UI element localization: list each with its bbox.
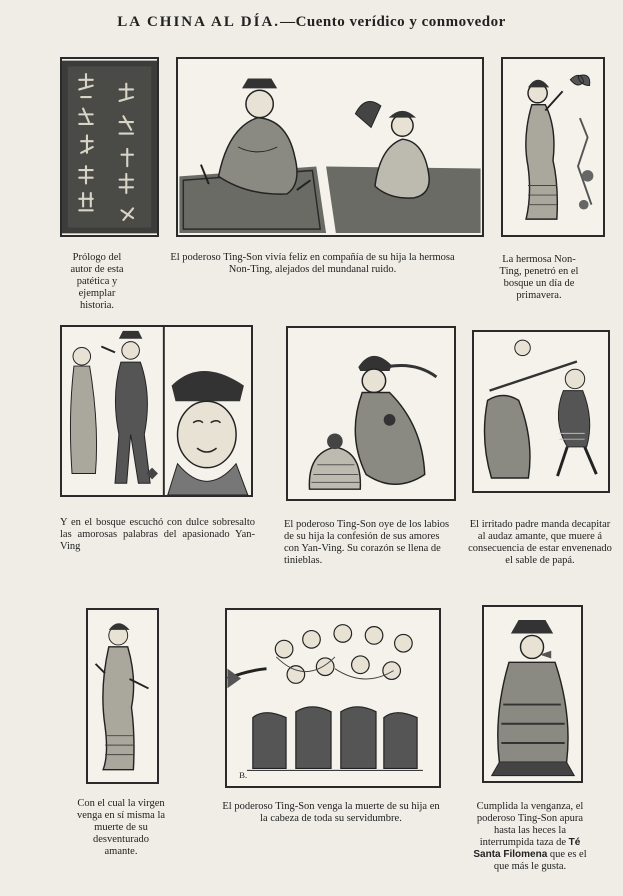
panel-prologue [60, 57, 159, 237]
daughter-confession-icon [288, 328, 454, 499]
page-title [0, 14, 623, 31]
panel-forest-lovers [60, 325, 253, 497]
panel-father-daughter [176, 57, 484, 237]
caption-tea-text: Cumplida la venganza, el poderoso Ting-Son apura hasta las heces la interrumpida taza de [476, 801, 584, 848]
caption-decapitation: El irritado padre manda decapitar al audaz amante, que muere á consecuencia de estar envenenado el sable de papá. [468, 519, 612, 566]
title-subtitle: —Cuento verídico y conmovedor [280, 14, 506, 30]
caption-prologue: Prólogo del autor de esta patética y ejemplar historia. [70, 252, 124, 311]
brand-te: Té [568, 837, 581, 848]
caption-servants: El poderoso Ting-Son venga la muerte de su hija en la cabeza de toda su servidumbre. [222, 801, 440, 824]
title-main: LA CHINA AL DÍA. [117, 14, 281, 30]
panel-tea [482, 605, 583, 783]
panel-maiden-spring [501, 57, 605, 237]
caption-tea-text-end: que es el que más le gusta. [493, 849, 587, 872]
caption-forest-lovers: Y en el bosque escuchó con dulce sobresalto las amorosas palabras del apasionado Yan-Ving [60, 517, 255, 552]
chinese-scroll-icon [62, 59, 157, 235]
maiden-with-butterfly-icon [503, 59, 603, 235]
caption-father-daughter: El poderoso Ting-Son vivía feliz en compañía de su hija la hermosa Non-Ting, alejados del mundanal ruido. [170, 252, 455, 275]
decapitation-icon [474, 332, 608, 491]
caption-confession: El poderoso Ting-Son oye de los labios de su hija la confesión de sus amores con Yan-Ving. Su corazón se llena de tinieblas. [284, 519, 450, 566]
artist-mark: B. [239, 770, 248, 781]
beheaded-servants-icon [227, 610, 439, 786]
father-drinking-tea-icon [484, 607, 581, 781]
maiden-stabbing-herself-icon [88, 610, 157, 782]
father-and-daughter-seated-icon [178, 59, 482, 235]
brand-santa-filomena: Santa Filomena [473, 849, 548, 860]
caption-maiden-spring: La hermosa Non-Ting, penetró en el bosque un día de primavera. [499, 254, 579, 301]
caption-maiden-revenge: Con el cual la virgen venga en sí misma la muerte de su desventurado amante. [76, 798, 166, 857]
panel-decapitation [472, 330, 610, 493]
forest-lovers-icon [62, 327, 251, 495]
caption-tea [468, 801, 592, 873]
panel-confession [286, 326, 456, 501]
panel-maiden-revenge [86, 608, 159, 784]
panel-servants [225, 608, 441, 788]
